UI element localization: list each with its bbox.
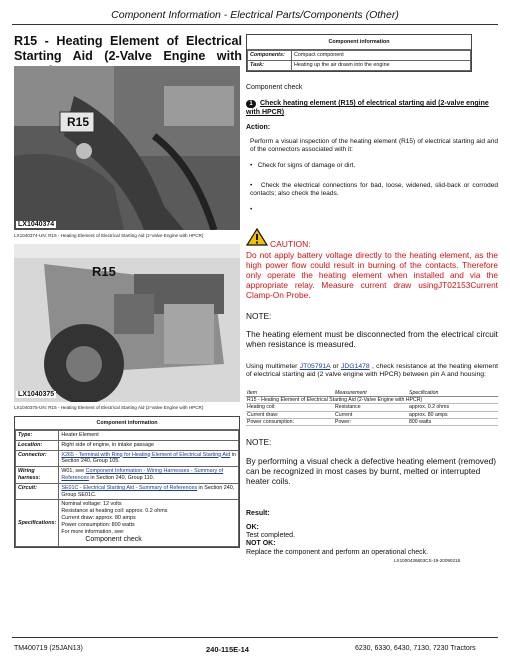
spec-line: Resistance at heating coil: approx. 0.2 ohms bbox=[61, 508, 168, 515]
tractor-photo-2 bbox=[14, 244, 240, 402]
component-info-table bbox=[14, 416, 240, 548]
caution-icon bbox=[246, 228, 268, 251]
component-check-link[interactable]: Component check bbox=[85, 536, 142, 544]
engine-photo-1 bbox=[14, 66, 240, 230]
spec-cell: 800 watts bbox=[408, 418, 498, 425]
table-row bbox=[246, 411, 498, 418]
row-value: Heater Element bbox=[59, 431, 239, 441]
footer-left: TM400719 (25JAN13) bbox=[14, 645, 83, 652]
action-text: Perform a visual inspection of the heating element (R15) of electrical starting aid and of the connectors associated with it: bbox=[250, 138, 498, 153]
table-row bbox=[16, 431, 239, 441]
spec-line: For more information, see: bbox=[61, 528, 125, 535]
ok-text: Test completed. bbox=[246, 532, 296, 539]
spec-cell: Power consumption: bbox=[246, 418, 334, 425]
note1-text: The heating element must be disconnected from the electrical circuit when resistance is measured. bbox=[246, 329, 498, 349]
table-row bbox=[16, 500, 239, 547]
row-value: in Section 240, Group SE01C. bbox=[61, 484, 235, 498]
step-title bbox=[246, 99, 498, 117]
spec-cell: approx. 0.2 ohms bbox=[408, 404, 498, 411]
caution-text: Do not apply battery voltage directly to the heating element, as the high power flow could result in burning of the contacts. Therefore only operate the heating element when installed and via the appropriate relay. Measure current draw usingJT02153Current Clamp-On Probe. bbox=[246, 250, 498, 300]
row-key: Wiring harness: bbox=[16, 467, 59, 484]
photo2-label: R15 bbox=[92, 264, 116, 279]
header-rule bbox=[12, 24, 498, 25]
bullet-item: • Check the electrical connections for bad, loose, widened, slid-back or corroded contacts; also check the leads. bbox=[250, 182, 498, 197]
component-summary-table bbox=[246, 34, 472, 72]
row-key: Specifications: bbox=[16, 500, 59, 547]
row-value: Compact component bbox=[292, 51, 471, 61]
table-row bbox=[246, 397, 498, 404]
spec-line: Nominal voltage: 12 volts bbox=[61, 501, 122, 508]
page-header: Component Information - Electrical Parts/Components (Other) bbox=[111, 9, 399, 21]
note1-label: NOTE: bbox=[246, 311, 272, 321]
connector-link[interactable]: X265 - Terminal with Ring for Heating Element of Electrical Starting Aid bbox=[61, 451, 231, 458]
spec-cell: Current draw: bbox=[246, 411, 334, 418]
row-key: Circuit: bbox=[16, 483, 59, 500]
row-key: Task: bbox=[248, 60, 292, 70]
step-number-badge: 1 bbox=[246, 100, 256, 108]
spec-cell: Current bbox=[334, 411, 408, 418]
section-title: R15 - Heating Element of Electrical Starting Aid (2-Valve Engine with bbox=[14, 34, 242, 63]
row-prefix: W01, see bbox=[61, 468, 86, 475]
photo2-caption: LX1040375-UN: R15 - Heating Element of Electrical Starting Aid (2-Valve Engine with HPCR) bbox=[14, 405, 204, 410]
footer-rule bbox=[12, 637, 498, 638]
multimeter-link-2[interactable]: JDG1478 bbox=[340, 363, 370, 370]
table-row bbox=[246, 404, 498, 411]
info-table-caption: Component information bbox=[15, 417, 239, 430]
footer-right: 6230, 6330, 6430, 7130, 7230 Tractors bbox=[355, 645, 476, 652]
action-label: Action: bbox=[246, 124, 271, 131]
spec-header: Specification bbox=[408, 390, 498, 397]
check-heading: Component check bbox=[246, 84, 303, 91]
spec-header: Item bbox=[246, 390, 334, 397]
empty-bullet: • bbox=[250, 206, 253, 213]
notok-text: Replace the component and perform an operational check. bbox=[246, 549, 429, 556]
photo1-label: R15 bbox=[66, 115, 89, 129]
row-key: Components: bbox=[248, 51, 292, 61]
table-row bbox=[248, 51, 471, 61]
spec-table bbox=[246, 390, 498, 426]
summary-table-caption: Component information bbox=[247, 35, 471, 50]
ok-label: OK: bbox=[246, 524, 259, 531]
spec-header: Measurement bbox=[334, 390, 408, 397]
spec-cell: R15 - Heating Element of Electrical Starting Aid (2-Valve Engine with HPCR) bbox=[246, 397, 498, 404]
row-key: Type: bbox=[16, 431, 59, 441]
multimeter-link-1[interactable]: JT05791A bbox=[299, 363, 331, 370]
photo1-code: LX1040374 bbox=[18, 221, 55, 228]
page-number: 240-115E-14 bbox=[206, 645, 249, 654]
step-title-text: Check heating element (R15) of electrical starting aid (2-valve engine with HPCR) bbox=[246, 100, 489, 116]
row-value: Right side of engine, in intake passage bbox=[59, 440, 239, 450]
table-row bbox=[16, 467, 239, 484]
note2-text: By performing a visual check a defective heating element (removed) can be recognized in most cases by burnt, melted or interrupted heater coils. bbox=[246, 456, 496, 486]
spec-cell: Heating coil: bbox=[246, 404, 334, 411]
spec-cell: Resistance bbox=[334, 404, 408, 411]
spec-cell: approx. 80 amps bbox=[408, 411, 498, 418]
notok-label: NOT OK: bbox=[246, 540, 276, 547]
table-row bbox=[16, 440, 239, 450]
spec-cell: Power: bbox=[334, 418, 408, 425]
note2-label: NOTE: bbox=[246, 437, 272, 447]
document-code: LX1000436803CS-19-20090218 bbox=[394, 558, 461, 563]
table-row bbox=[246, 418, 498, 425]
row-key: Location: bbox=[16, 440, 59, 450]
row-value: in Section 240, Group 110. bbox=[88, 474, 155, 481]
row-value: in Section 240, Group 105. bbox=[61, 451, 236, 465]
table-row bbox=[16, 483, 239, 500]
multimeter-instruction: Using multimeter JT05791A or JDG1478 , check resistance at the heating element of electrical starting aid (2 valve engine with HPCR) between pin A and housing: bbox=[246, 363, 498, 379]
spec-line: Power consumption: 800 watts bbox=[61, 521, 135, 528]
row-key: Connector: bbox=[16, 450, 59, 467]
caution-label: CAUTION: bbox=[270, 239, 311, 249]
table-row bbox=[248, 60, 471, 70]
table-row bbox=[246, 390, 498, 397]
result-label: Result: bbox=[246, 510, 270, 517]
photo2-code: LX1040375 bbox=[18, 391, 55, 398]
photo1-caption: LX1040374-UN: R15 - Heating Element of Electrical Starting Aid (2-Valve Engine with HPCR) bbox=[14, 233, 204, 238]
spec-line: Current draw: approx. 80 amps bbox=[61, 514, 136, 521]
row-value: Heating up the air drawn into the engine bbox=[292, 60, 471, 70]
bullet-item: • Check for signs of damage or dirt. bbox=[250, 162, 356, 169]
circuit-link[interactable]: SE01C - Electrical Starting Aid - Summary of References bbox=[61, 484, 198, 491]
wiring-harness-link[interactable]: Component Information - Wiring Harnesses - Summary of References bbox=[61, 468, 224, 481]
table-row bbox=[16, 450, 239, 467]
